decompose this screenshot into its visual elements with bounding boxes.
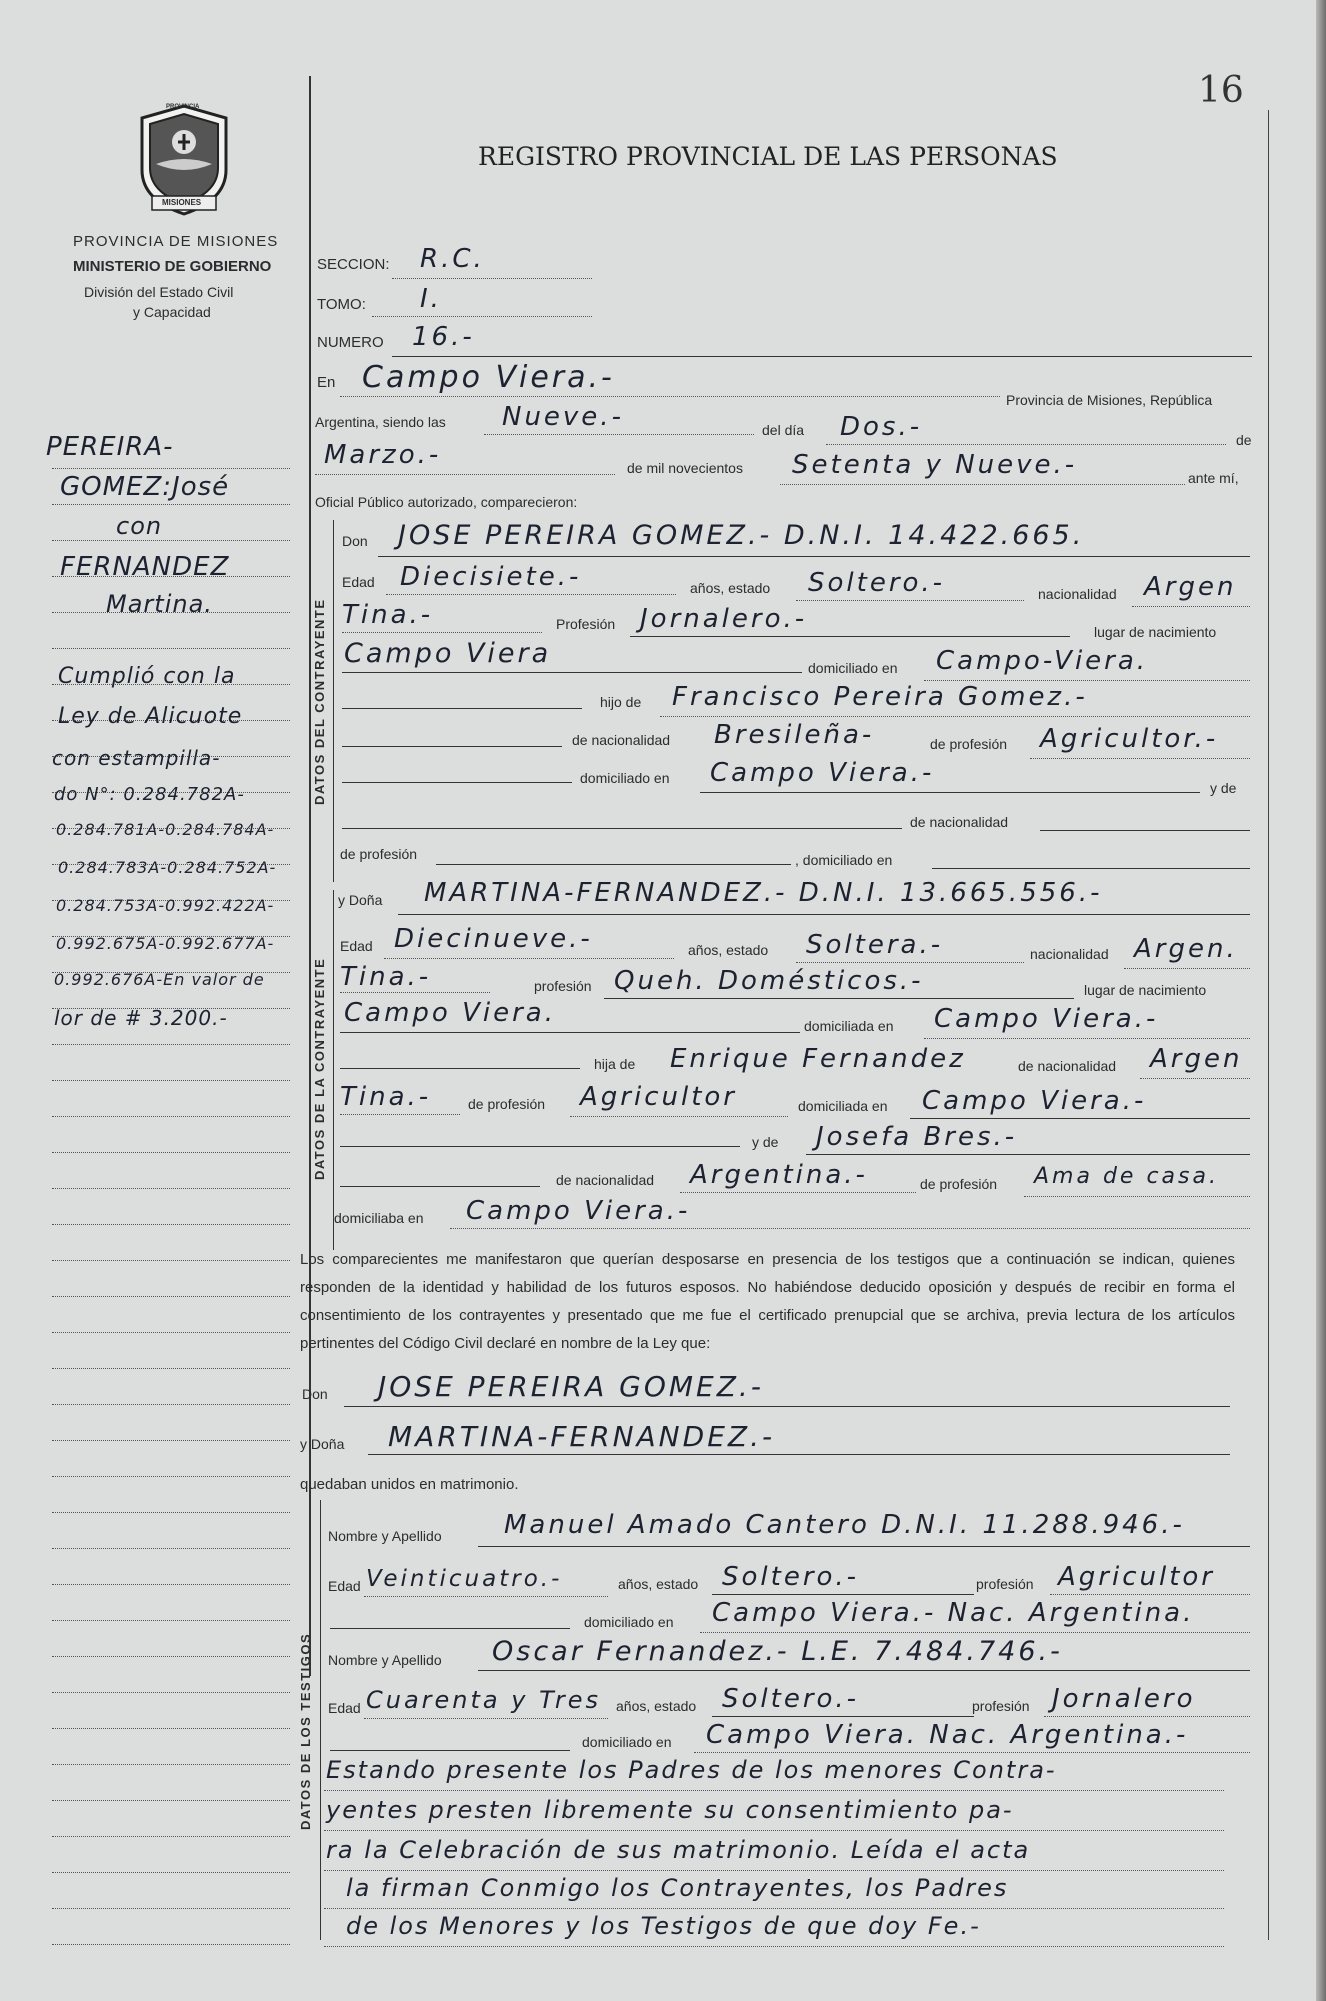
contrayenta-profesion-line [604, 998, 1074, 999]
dona-label: y Doña [338, 892, 383, 908]
contrayente-nacionalidad-a: Argen [1144, 572, 1237, 602]
declaracion-don-label: Don [302, 1386, 328, 1402]
margin-note-line: do N°: 0.284.782A- [54, 784, 245, 805]
hija-label: hija de [594, 1056, 636, 1072]
hora-line [484, 434, 754, 435]
profesion-label: Profesión [556, 616, 616, 632]
testigo2-nombre-line [478, 1670, 1250, 1671]
contrayenta-edad: Diecinueve.- [394, 924, 593, 954]
tomo-value: I. [420, 284, 442, 314]
contrayenta-madre-dom: Campo Viera.- [466, 1196, 691, 1226]
contrayente-section-label: DATOS DEL CONTRAYENTE [312, 598, 327, 805]
madre-dom-label: , domiciliado en [795, 852, 893, 868]
numero-label: NUMERO [317, 334, 384, 351]
contrayenta-lugar: Campo Viera. [344, 998, 556, 1028]
margin-ruled-line [52, 1116, 290, 1117]
t1-edad-label: Edad [328, 1578, 361, 1594]
contrayente-profesion-line [630, 636, 1070, 637]
t1-nombre-label: Nombre y Apellido [328, 1528, 442, 1544]
margin-ruled-line [52, 1440, 290, 1441]
margin-note-line: 0.284.753A-0.992.422A- [56, 896, 275, 915]
madre-dom-line [932, 868, 1250, 869]
contrayenta-madre-prof-line [1024, 1196, 1250, 1197]
don-label: Don [342, 533, 368, 549]
hijo-blank-line [342, 708, 582, 709]
margin-ruled-line [52, 1404, 290, 1405]
padre-dom-label: domiciliado en [580, 770, 670, 786]
en-line [340, 396, 1000, 397]
domicilio-label: domiciliado en [808, 660, 898, 676]
testigos-section-rule [320, 1500, 321, 1940]
margin-ruled-line [52, 1044, 290, 1045]
margin-note-line: Martina. [106, 590, 213, 618]
contrayenta-estado-line [796, 962, 1024, 963]
mes-value: Marzo.- [324, 440, 442, 470]
contrayenta-domicilio-label: domiciliada en [804, 1018, 894, 1034]
division-text-2: y Capacidad [133, 304, 211, 320]
margin-ruled-line [52, 1872, 290, 1873]
contrayenta-madre-nac: Argentina.- [690, 1160, 868, 1190]
observacion-line: de los Menores y los Testigos de que doy Fe.- [346, 1912, 981, 1940]
madre-prof-label: de profesión [340, 846, 418, 862]
contrayenta-madre-nac-line [680, 1192, 916, 1193]
contrayenta-nacionalidad-label: nacionalidad [1030, 946, 1109, 962]
contrayenta-padre-dom-line [910, 1118, 1250, 1119]
contrayenta-lugar-line [340, 1032, 800, 1033]
seccion-value: R.C. [420, 244, 485, 274]
contrayente-profesion: Jornalero.- [640, 604, 808, 634]
margin-note-line: FERNANDEZ [60, 552, 230, 582]
padre-dom-line [700, 792, 1200, 793]
contrayente-nacionalidad-b-line [342, 632, 542, 633]
declaracion-dona-label: y Doña [300, 1436, 345, 1452]
en-value: Campo Viera.- [362, 360, 615, 395]
en-label: En [317, 374, 336, 391]
hijo-label: hijo de [600, 694, 642, 710]
margin-note-line: 0.992.676A-En valor de [54, 970, 265, 989]
contrayente-domicilio: Campo-Viera. [936, 646, 1149, 676]
contrayenta-madre-prof: Ama de casa. [1034, 1164, 1219, 1189]
contrayenta-padre: Enrique Fernandez [670, 1044, 966, 1074]
contrayenta-nacionalidad-a: Argen. [1134, 934, 1238, 964]
ministry-text: MINISTERIO DE GOBIERNO [73, 258, 272, 275]
margin-ruled-line [52, 1512, 290, 1513]
observacion-ruled-line [324, 1830, 1224, 1831]
padre-dom-blank-line [342, 782, 572, 783]
testigo2-domicilio-line [694, 1752, 1250, 1753]
contrayenta-y-de-label: y de [752, 1134, 779, 1150]
observacion-ruled-line [324, 1908, 1224, 1909]
margin-ruled-line [52, 1656, 290, 1657]
dia-value: Dos.- [840, 412, 923, 442]
testigo2-profesion: Jornalero [1052, 1684, 1196, 1714]
contrayente-padre-dom: Campo Viera.- [710, 758, 935, 788]
nacionalidad-label: nacionalidad [1038, 586, 1117, 602]
contrayenta-padre-prof-label: de profesión [468, 1096, 546, 1112]
contrayenta-profesion: Queh. Domésticos.- [614, 966, 924, 996]
madre-prof-line [436, 864, 791, 865]
numero-value: 16.- [412, 322, 475, 352]
testigo2-estado: Soltero.- [722, 1684, 860, 1714]
ante-mi-text: ante mí, [1188, 470, 1239, 486]
margin-ruled-line [52, 468, 290, 469]
mes-line [315, 474, 615, 475]
padre-prof-line [1030, 758, 1250, 759]
observacion-line: la firman Conmigo los Contrayentes, los Padres [346, 1874, 1009, 1902]
de-label: de [1236, 432, 1252, 448]
margin-ruled-line [52, 1188, 290, 1189]
testigo2-domicilio: Campo Viera. Nac. Argentina.- [706, 1720, 1189, 1750]
contrayenta-padre-dom-label: domiciliada en [798, 1098, 888, 1114]
margin-note-line: PEREIRA- [46, 432, 174, 462]
margin-ruled-line [52, 1620, 290, 1621]
anio-line [780, 484, 1185, 485]
margin-ruled-line [52, 1548, 290, 1549]
testigo2-nombre: Oscar Fernandez.- L.E. 7.484.746.- [492, 1636, 1063, 1667]
tomo-line [372, 316, 592, 317]
testigo2-estado-line [712, 1716, 974, 1717]
observacion-ruled-line [324, 1790, 1224, 1791]
contrayente-estado-line [796, 600, 1024, 601]
declaracion-don-line [344, 1406, 1230, 1407]
observacion-line: ra la Celebración de sus matrimonio. Leída el acta [326, 1836, 1031, 1864]
argentina-text: Argentina, siendo las [315, 414, 446, 430]
observacion-line: yentes presten libremente su consentimiento pa- [326, 1796, 1014, 1824]
contrayenta-madre-line [806, 1154, 1250, 1155]
t1-profesion-label: profesión [976, 1576, 1034, 1592]
t2-edad-label: Edad [328, 1700, 361, 1716]
observacion-ruled-line [324, 1946, 1224, 1947]
t1-domicilio-label: domiciliado en [584, 1614, 674, 1630]
margin-note-line: lor de # 3.200.- [54, 1006, 228, 1030]
contrayenta-edad-line [384, 958, 674, 959]
padre-nac-blank-line [342, 746, 562, 747]
t2-domicilio-label: domiciliado en [582, 1734, 672, 1750]
t1-estado-label: años, estado [618, 1576, 699, 1592]
contrayenta-madre-blank-line [340, 1146, 740, 1147]
testigo1-dom-blank [330, 1628, 570, 1629]
margin-ruled-line [52, 1908, 290, 1909]
testigo1-profesion: Agricultor [1058, 1562, 1215, 1592]
margin-note-line: con estampilla- [52, 746, 221, 770]
contrayenta-section-rule [333, 890, 334, 1250]
margin-ruled-line [52, 1260, 290, 1261]
contrayente-padre-prof: Agricultor.- [1040, 724, 1219, 754]
numero-line [392, 356, 1252, 357]
tomo-label: TOMO: [317, 296, 366, 313]
margin-ruled-line [52, 1728, 290, 1729]
page-number-rule [1268, 110, 1269, 1940]
contrayenta-estado-label: años, estado [688, 942, 769, 958]
hora-value: Nueve.- [502, 402, 624, 432]
margin-ruled-line [52, 1764, 290, 1765]
contrayenta-madre-prof-label: de profesión [920, 1176, 998, 1192]
padre-nac-label: de nacionalidad [572, 732, 671, 748]
contrayenta-nacionalidad-line [1124, 968, 1250, 969]
contrayente-padre: Francisco Pereira Gomez.- [672, 682, 1088, 712]
margin-ruled-line [52, 1692, 290, 1693]
contrayente-lugar: Campo Viera [344, 638, 552, 669]
contrayenta-padre-nac-line [1140, 1078, 1250, 1079]
contrayenta-padre-nac-a: Argen [1150, 1044, 1243, 1074]
registry-title: REGISTRO PROVINCIAL DE LAS PERSONAS [478, 142, 1058, 171]
mil-label: de mil novecientos [627, 460, 743, 476]
seal-bottom-text: MISIONES [162, 198, 202, 207]
margin-note-line: 0.284.783A-0.284.752A- [58, 858, 277, 877]
declaracion-text: Los comparecientes me manifestaron que querían desposarse en presencia de los testigos que a continuación se indican, quienes responden de la identidad y habilidad de los futuros esposos. No habiéndose deducido oposición y después de recibir en forma el consentimiento de los contrayentes y presentado que me fue el certificado prenupcial que se archiva, previa lectura de los artículos pertinentes del Código Civil declaré en nombre de la Ley que: [300, 1251, 1235, 1352]
testigo1-nombre-line [478, 1546, 1250, 1547]
declaracion-dona-value: MARTINA-FERNANDEZ.- [388, 1420, 776, 1453]
seccion-line [392, 278, 592, 279]
contrayenta-nombre: MARTINA-FERNANDEZ.- D.N.I. 13.665.556.- [424, 878, 1103, 908]
contrayenta-madre-nac-label: de nacionalidad [556, 1172, 655, 1188]
unidos-text: quedaban unidos en matrimonio. [300, 1476, 519, 1493]
testigo2-edad: Cuarenta y Tres [366, 1686, 602, 1714]
contrayente-section-rule [333, 520, 334, 882]
testigo1-estado: Soltero.- [722, 1562, 860, 1592]
t2-nombre-label: Nombre y Apellido [328, 1652, 442, 1668]
margin-ruled-line [52, 1080, 290, 1081]
lugar-label: lugar de nacimiento [1094, 624, 1217, 640]
margin-note-line: GOMEZ:José [60, 472, 230, 502]
margin-ruled-line [52, 1296, 290, 1297]
oficial-text: Oficial Público autorizado, comparecieron: [315, 494, 578, 510]
contrayenta-padre-dom: Campo Viera.- [922, 1086, 1147, 1116]
testigo1-domicilio: Campo Viera.- Nac. Argentina. [712, 1598, 1195, 1628]
page-number: 16 [1198, 70, 1244, 111]
margin-ruled-line [52, 1836, 290, 1837]
contrayente-padre-line [660, 716, 1250, 717]
madre-nac-line [1040, 830, 1250, 831]
contrayenta-section-label: DATOS DE LA CONTRAYENTE [312, 957, 327, 1180]
contrayenta-estado: Soltera.- [806, 930, 944, 960]
contrayente-domicilio-line [924, 680, 1250, 681]
contrayente-padre-nac: Bresileña- [714, 720, 875, 750]
contrayenta-madre-dom-label: domiciliaba en [334, 1210, 424, 1226]
margin-ruled-line [52, 1368, 290, 1369]
contrayenta-domicilio-line [924, 1038, 1250, 1039]
y-de-label: y de [1210, 780, 1237, 796]
madre-blank-line [342, 828, 902, 829]
margin-note-line: con [116, 512, 163, 540]
margin-ruled-line [52, 1944, 290, 1945]
margin-ruled-line [52, 1332, 290, 1333]
margin-note-line: Ley de Alicuote [58, 704, 243, 729]
contrayente-edad: Diecisiete.- [400, 562, 582, 592]
contrayente-edad-line [386, 594, 676, 595]
contrayenta-padre-prof-line [570, 1116, 788, 1117]
contrayenta-nombre-line [398, 914, 1250, 915]
contrayenta-edad-label: Edad [340, 938, 373, 954]
testigos-section-label: DATOS DE LOS TESTIGOS [298, 1632, 313, 1830]
estado-label: años, estado [690, 580, 771, 596]
contrayente-lugar-line [342, 672, 802, 673]
margin-ruled-line [52, 1224, 290, 1225]
t2-estado-label: años, estado [616, 1698, 697, 1714]
margin-note-line: 0.992.675A-0.992.677A- [56, 934, 275, 953]
contrayenta-madre-dom-line [450, 1228, 1250, 1229]
contrayenta-padre-nac-b-line [340, 1114, 460, 1115]
edad-label: Edad [342, 574, 375, 590]
del-dia-label: del día [762, 422, 805, 438]
margin-ruled-line [52, 648, 290, 649]
contrayenta-nacionalidad-b-line [340, 992, 490, 993]
seccion-label: SECCION: [317, 256, 390, 273]
anio-value: Setenta y Nueve.- [792, 450, 1078, 480]
margin-ruled-line [52, 504, 290, 505]
testigo1-edad: Veinticuatro.- [366, 1566, 563, 1592]
testigo2-edad-line [364, 1718, 608, 1719]
margin-note-line: Cumplió con la [58, 664, 236, 689]
contrayenta-madre-nac-blank [340, 1186, 540, 1187]
contrayenta-nacionalidad-b: Tina.- [340, 962, 432, 992]
contrayenta-padre-nac-b: Tina.- [340, 1082, 432, 1112]
testigo1-domicilio-line [700, 1632, 1250, 1633]
testigo1-estado-line [712, 1594, 974, 1595]
contrayenta-padre-prof: Agricultor [580, 1082, 737, 1112]
hija-blank-line [340, 1068, 580, 1069]
contrayente-nacionalidad-b: Tina.- [342, 600, 434, 630]
margin-ruled-line [52, 1584, 290, 1585]
observacion-ruled-line [324, 1870, 1224, 1871]
testigo1-nombre: Manuel Amado Cantero D.N.I. 11.288.946.- [504, 1510, 1185, 1540]
contrayente-estado: Soltero.- [808, 568, 946, 598]
province-text: PROVINCIA DE MISIONES [73, 233, 279, 250]
margin-ruled-line [52, 540, 290, 541]
contrayenta-domicilio: Campo Viera.- [934, 1004, 1159, 1034]
contrayenta-profesion-label: profesión [534, 978, 592, 994]
testigo2-dom-blank [330, 1750, 570, 1751]
contrayenta-lugar-label: lugar de nacimiento [1084, 982, 1207, 998]
declaracion-don-value: JOSE PEREIRA GOMEZ.- [378, 1370, 764, 1403]
padre-prof-label: de profesión [930, 736, 1008, 752]
margin-ruled-line [52, 1152, 290, 1153]
observacion-line: Estando presente los Padres de los menores Contra- [326, 1756, 1057, 1784]
testigo1-profesion-line [1050, 1594, 1250, 1595]
testigo2-profesion-line [1044, 1716, 1250, 1717]
margin-note-line: 0.284.781A-0.284.784A- [56, 820, 275, 839]
contrayente-nombre-line [378, 556, 1250, 557]
margin-ruled-line [52, 1800, 290, 1801]
contrayenta-madre: Josefa Bres.- [816, 1122, 1018, 1152]
provincia-text: Provincia de Misiones, República [1006, 392, 1213, 408]
contrayenta-padre-nac-label: de nacionalidad [1018, 1058, 1117, 1074]
testigo1-edad-line [364, 1596, 608, 1597]
contrayente-nombre: JOSE PEREIRA GOMEZ.- D.N.I. 14.422.665. [398, 520, 1085, 551]
seal-top-text: PROVINCIA [166, 104, 200, 110]
t2-profesion-label: profesión [972, 1698, 1030, 1714]
contrayente-nacionalidad-line [1132, 606, 1250, 607]
margin-ruled-line [52, 1476, 290, 1477]
dia-line [826, 444, 1226, 445]
madre-nac-label: de nacionalidad [910, 814, 1009, 830]
division-text-1: División del Estado Civil [84, 284, 234, 300]
declaracion-dona-line [368, 1454, 1230, 1455]
